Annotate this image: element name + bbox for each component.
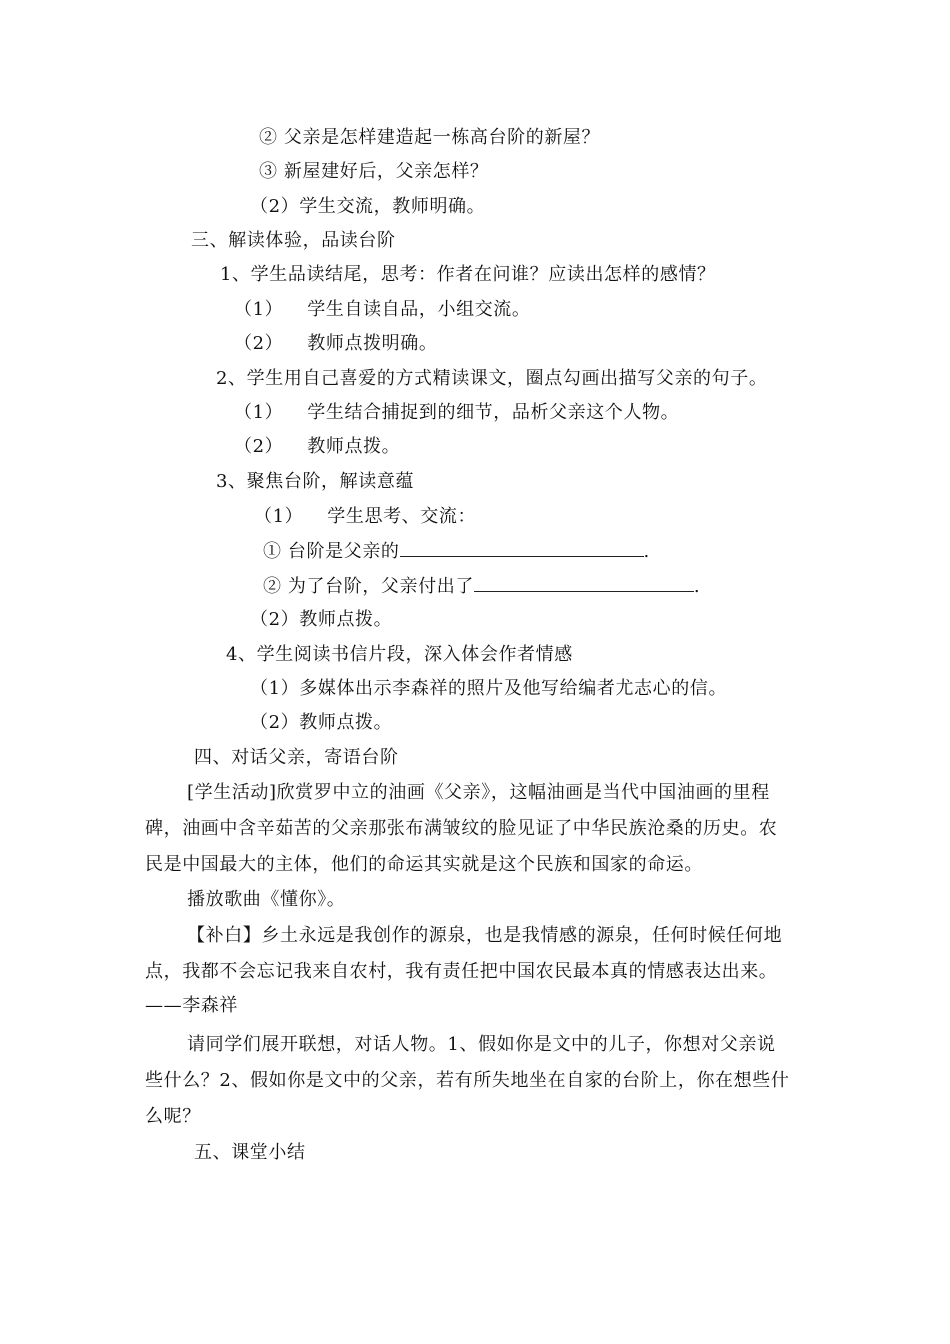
fill-in-prompt: ① 台阶是父亲的 [263, 541, 400, 562]
item-1-step-2 [234, 333, 437, 355]
item-3: 3、聚焦台阶，解读意蕴 [216, 471, 415, 492]
paragraph-supplement-line-2: 点，我都不会忘记我来自农村，我有责任把中国农民最本真的情感表达出来。 [145, 961, 778, 982]
fill-in-prompt: ② 为了台阶，父亲付出了 [263, 576, 474, 597]
item-1-step-1 [234, 299, 530, 321]
step-text: 教师点拨明确。 [307, 333, 438, 354]
step-text: 学生自读自品，小组交流。 [307, 299, 531, 320]
item-4-step-2: （2）教师点拨。 [250, 712, 393, 733]
answer-blank [474, 575, 694, 592]
step-student-exchange: （2）学生交流，教师明确。 [250, 196, 486, 217]
step-number: （2） [234, 333, 284, 354]
quote-attribution: ——李森祥 [145, 995, 238, 1016]
step-text: 学生结合捕捉到的细节，品析父亲这个人物。 [307, 402, 680, 423]
item-3-step-2: （2）教师点拨。 [250, 609, 393, 630]
paragraph-dialogue-line-3: 么呢？ [145, 1106, 201, 1127]
section-5-heading: 五、课堂小结 [194, 1142, 306, 1163]
fill-in-period: . [693, 576, 701, 597]
step-number: （1） [234, 402, 284, 423]
paragraph-activity-line-1: [学生活动]欣赏罗中立的油画《父亲》，这幅油画是当代中国油画的里程 [187, 782, 770, 803]
paragraph-dialogue-line-2: 些什么？2、假如你是文中的父亲，若有所失地坐在自家的台阶上，你在想些什 [145, 1070, 790, 1091]
paragraph-dialogue-line-1: 请同学们展开联想，对话人物。1、假如你是文中的儿子，你想对父亲说 [187, 1034, 776, 1055]
item-2-step-2 [234, 436, 400, 458]
section-3-heading: 三、解读体验，品读台阶 [191, 230, 396, 251]
step-number: （1） [254, 506, 304, 527]
fill-in-period: . [643, 541, 650, 562]
item-2: 2、学生用自己喜爱的方式精读课文，圈点勾画出描写父亲的句子。 [216, 368, 768, 389]
item-3-step-1 [254, 506, 476, 528]
item-4: 4、学生阅读书信片段，深入体会作者情感 [226, 644, 573, 665]
fill-in-2 [263, 575, 700, 598]
answer-blank [400, 540, 644, 557]
step-text: 学生思考、交流： [327, 506, 477, 527]
item-4-step-1: （1）多媒体出示李森祥的照片及他写给编者尤志心的信。 [250, 678, 728, 699]
paragraph-song: 播放歌曲《懂你》。 [187, 889, 346, 910]
question-2: ② 父亲是怎样建造起一栋高台阶的新屋？ [259, 127, 601, 148]
step-number: （1） [234, 299, 284, 320]
question-3: ③ 新屋建好后，父亲怎样？ [259, 161, 489, 182]
step-number: （2） [234, 436, 284, 457]
step-text: 教师点拨。 [307, 436, 401, 457]
paragraph-activity-line-3: 民是中国最大的主体，他们的命运其实就是这个民族和国家的命运。 [145, 854, 703, 875]
section-4-heading: 四、对话父亲，寄语台阶 [194, 747, 399, 768]
item-1: 1、学生品读结尾，思考：作者在问谁？应读出怎样的感情？ [220, 264, 716, 285]
item-2-step-1 [234, 402, 679, 424]
paragraph-activity-line-2: 碑，油画中含辛茹苦的父亲那张布满皱纹的脸见证了中华民族沧桑的历史。农 [145, 818, 778, 839]
fill-in-1 [263, 540, 650, 563]
paragraph-supplement-line-1: 【补白】乡土永远是我创作的源泉，也是我情感的源泉，任何时候任何地 [187, 925, 783, 946]
